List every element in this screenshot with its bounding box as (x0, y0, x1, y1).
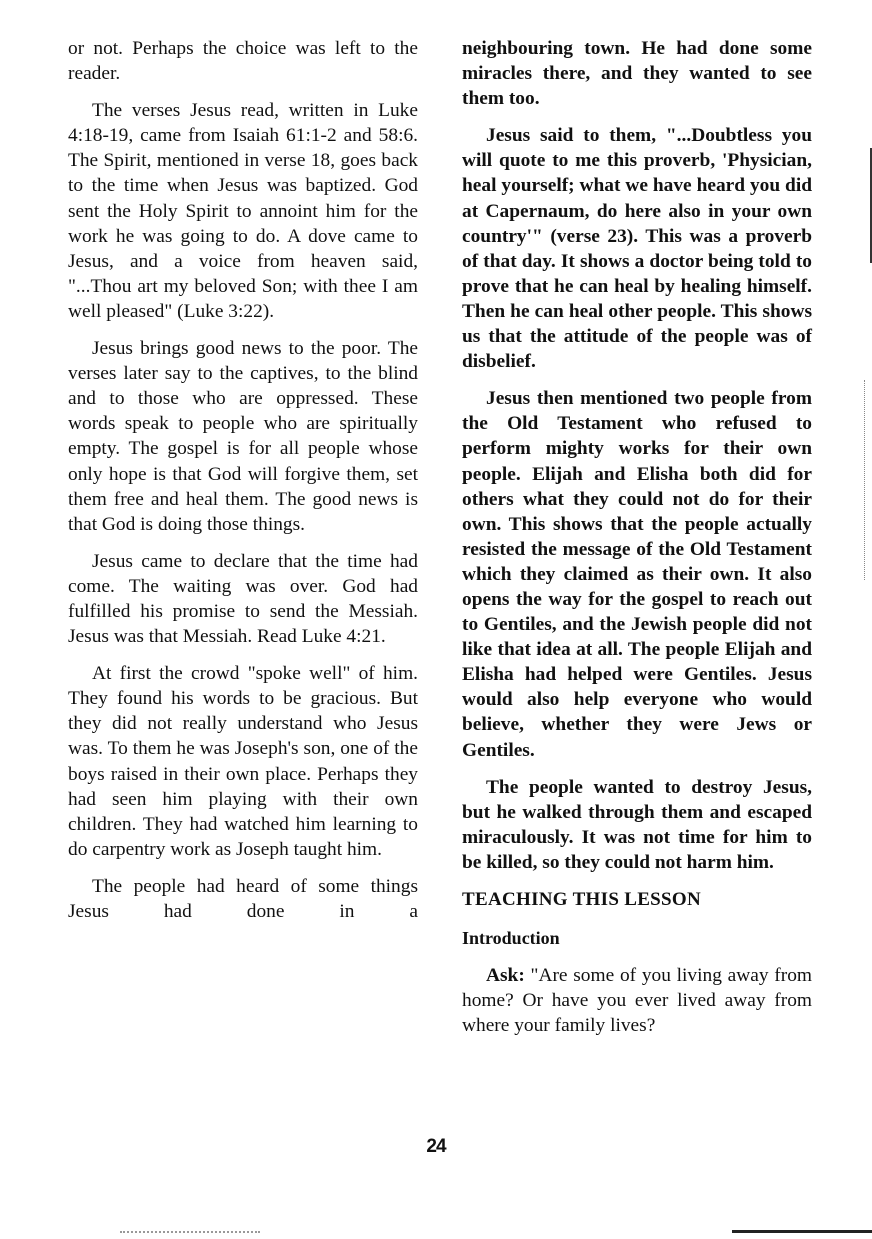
scan-margin-dots (864, 380, 866, 580)
ask-paragraph (462, 963, 812, 1038)
left-column (68, 36, 418, 936)
paragraph: neighbouring town. He had done some miracles there, and they wanted to see them too. (462, 38, 812, 110)
paragraph: At first the crowd "spoke well" of him. They found his words to be gracious. But they did not really understand who Jesus was. To them he was Joseph's son, one of the boys raised in their own place. Perhaps they had seen him playing with their own children. They had watched him learning to do carpentry work as Joseph taught him. (68, 663, 418, 860)
paragraph: Jesus then mentioned two people from the Old Testament who refused to perform mighty works for their own people. Elijah and Elisha both did for others what they could not do for their own. This shows that the people actually resisted the message of the Old Testament which they claimed as their own. It also opens the way for the gospel to reach out to Gentiles, and the Jewish people did not like that idea at all. The people Elijah and Elisha had helped were Gentiles. Jesus would also help everyone who would believe, whether they were Jews or Gentiles. (462, 388, 812, 761)
paragraph: Jesus brings good news to the poor. The verses later say to the captives, to the blind and to those who are oppressed. These words speak to people who are spiritually empty. The gospel is for all people whose only hope is that God will forgive them, set them free and heal them. The good news is that God is doing those things. (68, 338, 418, 535)
paragraph: Jesus said to them, "...Doubtless you will quote to me this proverb, 'Physician, heal yourself; what we have heard you did at Capernaum, do here also in your own country'" (verse 23). This was a proverb of that day. It shows a doctor being told to prove that he can heal by healing himself. Then he can heal other people. This shows us that the attitude of the people was of disbelief. (462, 125, 812, 373)
ask-label: Ask: (486, 965, 525, 987)
scan-bottom-ticks (120, 1229, 260, 1233)
paragraph: Jesus came to declare that the time had come. The waiting was over. God had fulfilled his promise to send the Messiah. Jesus was that Messiah. Read Luke 4:21. (68, 550, 418, 648)
page-number: 24 (426, 1136, 446, 1157)
ask-text: "Are some of you living away from home? Or have you ever lived away from where your family lives? (462, 965, 812, 1037)
paragraph: or not. Perhaps the choice was left to the reader. (68, 38, 418, 85)
subheading: Introduction (462, 928, 560, 949)
right-column (462, 36, 812, 1050)
paragraph: The people wanted to destroy Jesus, but he walked through them and escaped miraculously. It was not time for him to be killed, so they could not harm him. (462, 776, 812, 873)
section-heading: TEACHING THIS LESSON (462, 889, 702, 910)
paragraph: The verses Jesus read, written in Luke 4:18-19, came from Isaiah 61:1-2 and 58:6. The Spirit, mentioned in verse 18, goes back to the time when Jesus was baptized. God sent the Holy Spirit to annoint him for the work he was going to do. A dove came to Jesus, and a voice from heaven said, "...Thou art my beloved Son; with thee I am well pleased" (Luke 3:22). (68, 100, 418, 322)
scan-bottom-bar (732, 1230, 872, 1233)
paragraph: The people had heard of some things Jesus had done in a (68, 875, 418, 922)
